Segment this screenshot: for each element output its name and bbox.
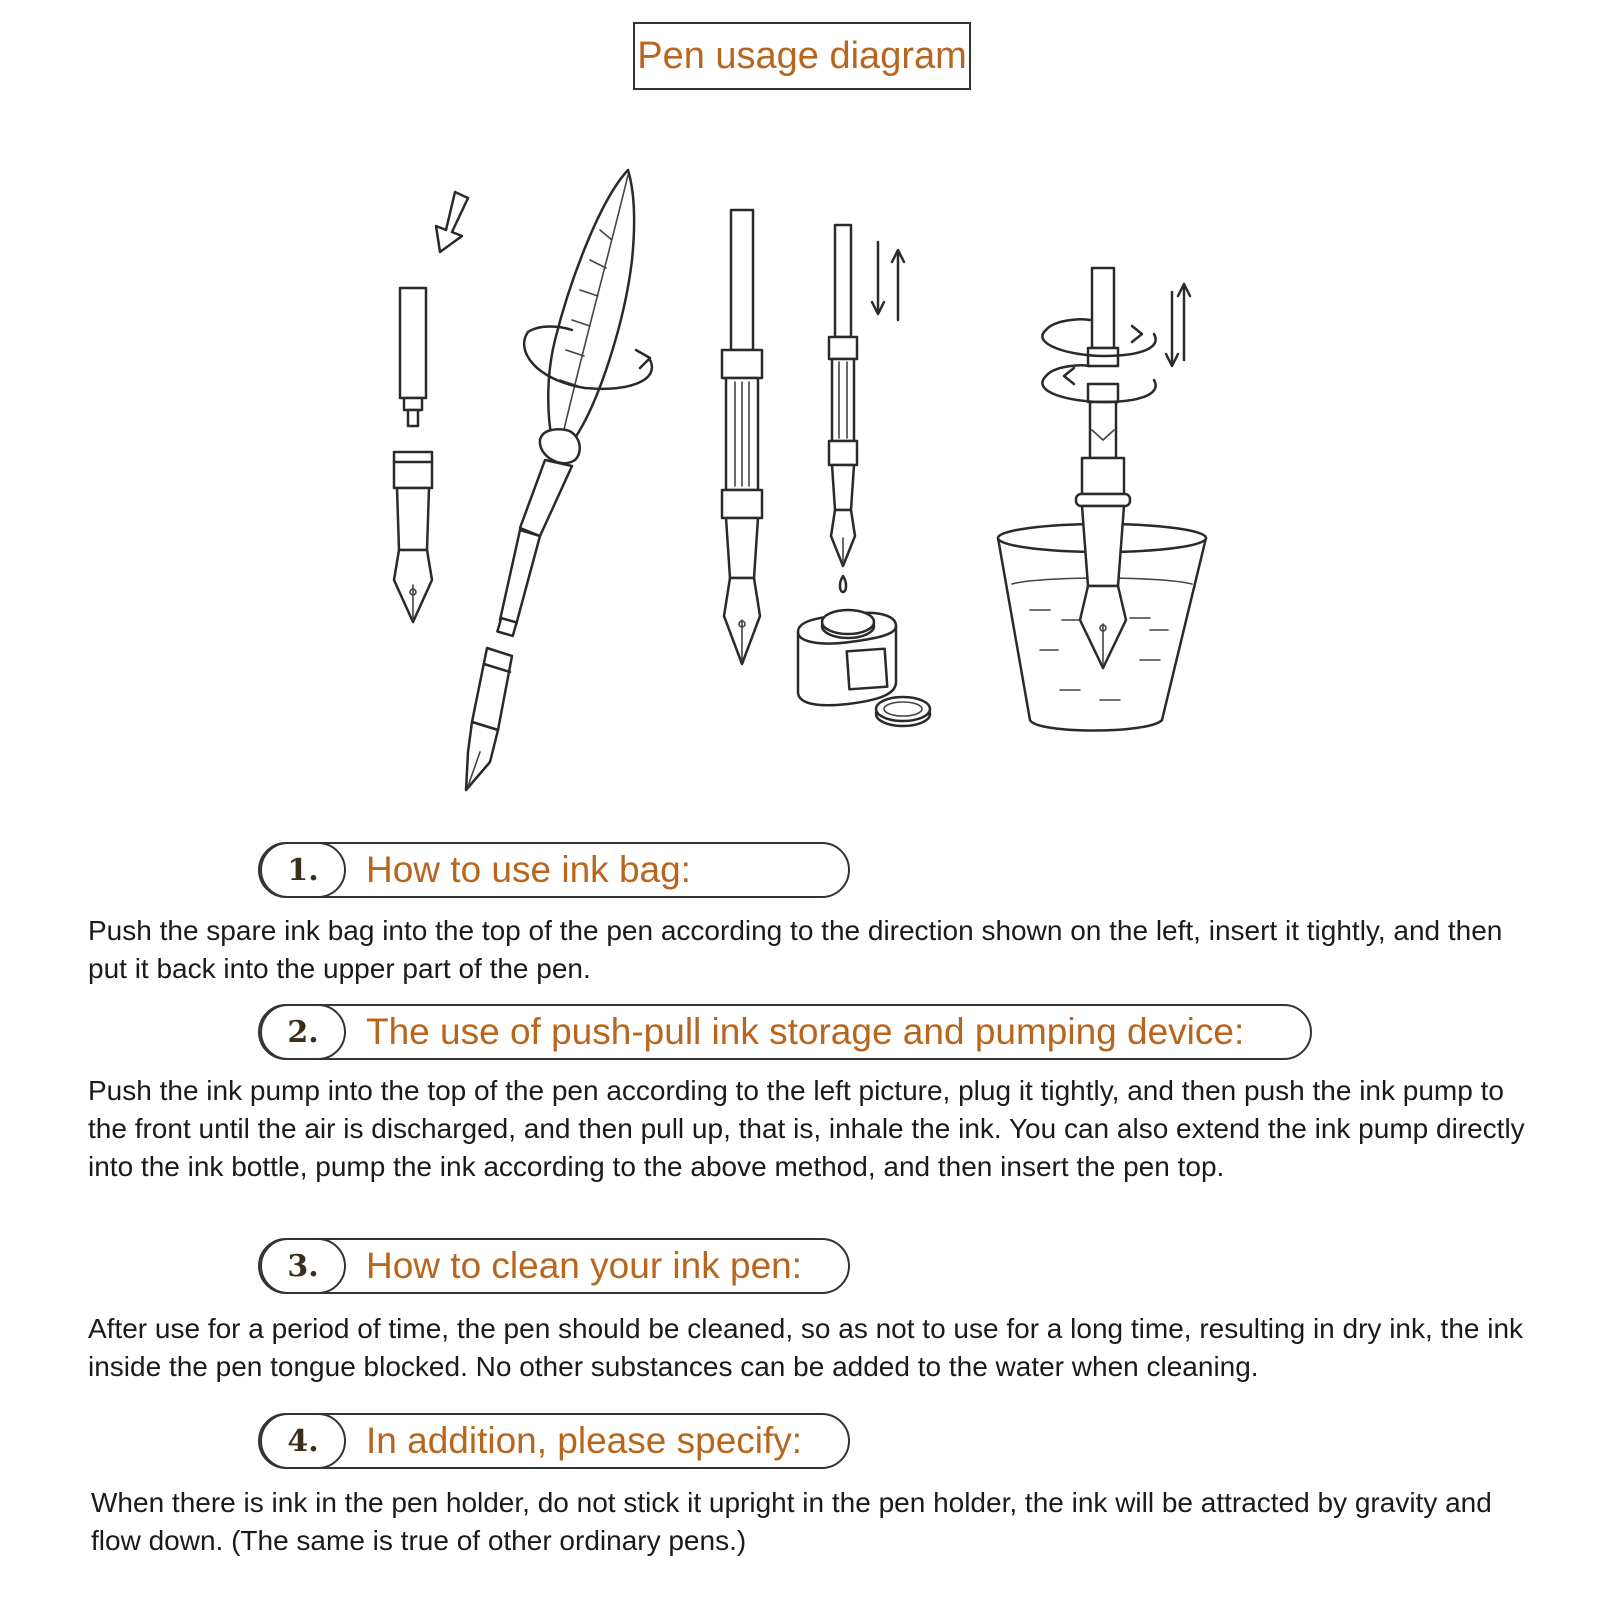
section-4-body: When there is ink in the pen holder, do not stick it upright in the pen holder, the ink will be attracted by gravity and flow down. (The same is true of other ordinary pens.)	[91, 1487, 1492, 1556]
section-1-heading-pill	[258, 842, 850, 898]
pen-usage-illustration	[0, 150, 1600, 810]
section-4-heading: In addition, please specify:	[366, 1420, 803, 1461]
section-3-heading: How to clean your ink pen:	[366, 1245, 803, 1286]
section-2-body: Push the ink pump into the top of the pen according to the left picture, plug it tightly, and then push the ink pump to the front until the air is discharged, and then pull up, that is, inhale the ink. You can also extend the ink pump directly into the ink bottle, pump the ink according to the above method, and then insert the pen top.	[88, 1075, 1525, 1182]
ink-pump-illustration	[829, 225, 904, 592]
diagram-title-box	[633, 22, 971, 90]
feather-pen-illustration	[466, 170, 652, 790]
section-4-heading-pill	[258, 1413, 850, 1469]
section-1-heading: How to use ink bag:	[366, 849, 691, 890]
section-2-heading: The use of push-pull ink storage and pumping device:	[366, 1011, 1245, 1052]
section-3-heading-pill	[258, 1238, 850, 1294]
section-2-heading-pill	[258, 1004, 1312, 1060]
section-3-number: 3.	[260, 1238, 346, 1294]
diagram-title: Pen usage diagram	[637, 34, 967, 77]
section-1-body: Push the spare ink bag into the top of the pen according to the direction shown on the left, insert it tightly, and then put it back into the upper part of the pen.	[88, 915, 1503, 984]
ink-bottle-illustration	[798, 610, 930, 726]
ink-bag-insert-illustration	[394, 192, 468, 622]
section-4-number: 4.	[260, 1413, 346, 1469]
section-3-body: After use for a period of time, the pen should be cleaned, so as not to use for a long time, resulting in dry ink, the ink inside the pen tongue blocked. No other substances can be added to the water when cleaning.	[88, 1313, 1524, 1382]
section-1-number: 1.	[260, 842, 346, 898]
section-2-number: 2.	[260, 1004, 346, 1060]
cleaning-cup-illustration	[998, 268, 1206, 731]
pen-illustration	[722, 210, 762, 664]
